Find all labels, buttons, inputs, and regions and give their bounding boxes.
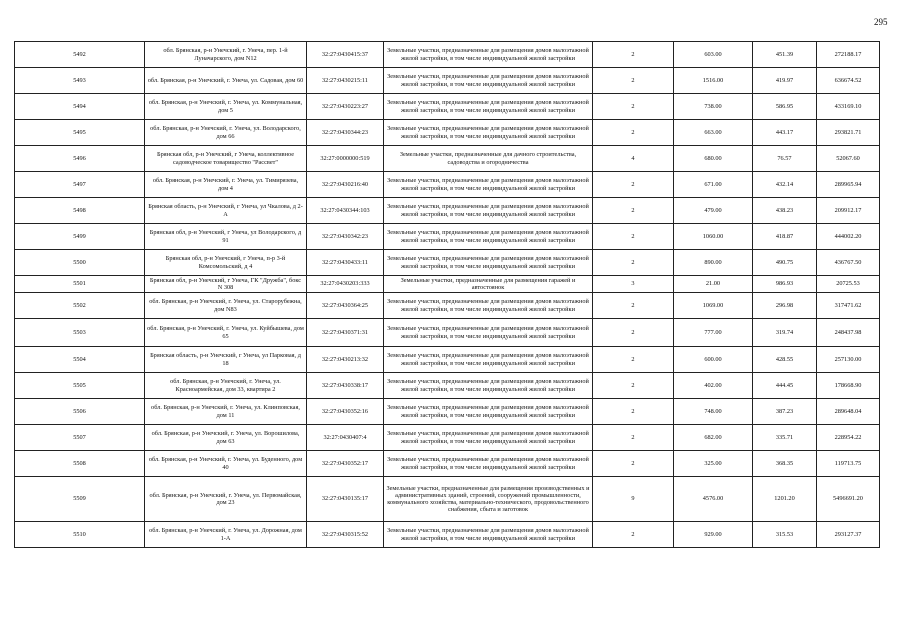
row-number-cell: 5499 xyxy=(15,224,145,250)
row-number-cell: 5492 xyxy=(15,42,145,68)
cadastral-value-cell: 119713.75 xyxy=(817,451,880,477)
cadastral-value-cell: 436767.50 xyxy=(817,250,880,276)
cadastral-value-cell: 5496691.20 xyxy=(817,477,880,522)
cadastral-number-cell: 32:27:0430407:4 xyxy=(307,425,384,451)
row-number-cell: 5498 xyxy=(15,198,145,224)
area-cell: 402.00 xyxy=(674,373,753,399)
use-group-cell: 2 xyxy=(593,293,674,319)
cadastral-number-cell: 32:27:0430342:23 xyxy=(307,224,384,250)
cadastral-number-cell: 32:27:0430344:103 xyxy=(307,198,384,224)
land-use-cell: Земельные участки, предназначенные для размещения домов малоэтажной жилой застройки, в том числе индивидуальной жилой застройки xyxy=(384,172,593,198)
specific-value-cell: 418.87 xyxy=(753,224,817,250)
land-use-cell: Земельные участки, предназначенные для размещения гаражей и автостоянок xyxy=(384,276,593,293)
cadastral-value-cell: 289965.94 xyxy=(817,172,880,198)
address-cell: обл. Брянская, р-н Унечский, г. Унеча, ул. Коммунальная, дом 5 xyxy=(145,94,307,120)
specific-value-cell: 428.55 xyxy=(753,347,817,373)
row-number-cell: 5503 xyxy=(15,319,145,347)
cadastral-value-cell: 52067.60 xyxy=(817,146,880,172)
specific-value-cell: 1201.20 xyxy=(753,477,817,522)
specific-value-cell: 451.39 xyxy=(753,42,817,68)
cadastral-number-cell: 32:27:0430203:333 xyxy=(307,276,384,293)
land-use-cell: Земельные участки, предназначенные для размещения домов малоэтажной жилой застройки, в том числе индивидуальной жилой застройки xyxy=(384,425,593,451)
area-cell: 890.00 xyxy=(674,250,753,276)
cadastral-number-cell: 32:27:0000000:519 xyxy=(307,146,384,172)
row-number-cell: 5494 xyxy=(15,94,145,120)
cadastral-number-cell: 32:27:0430216:40 xyxy=(307,172,384,198)
row-number-cell: 5500 xyxy=(15,250,145,276)
specific-value-cell: 444.45 xyxy=(753,373,817,399)
cadastral-value-cell: 444002.20 xyxy=(817,224,880,250)
cadastral-number-cell: 32:27:0430223:27 xyxy=(307,94,384,120)
specific-value-cell: 419.97 xyxy=(753,68,817,94)
cadastral-number-cell: 32:27:0430433:11 xyxy=(307,250,384,276)
area-cell: 682.00 xyxy=(674,425,753,451)
use-group-cell: 2 xyxy=(593,347,674,373)
area-cell: 1069.00 xyxy=(674,293,753,319)
row-number-cell: 5509 xyxy=(15,477,145,522)
address-cell: Брянская обл, р-н Унечский, г Унеча, коллективное садоводческое товарищество "Рассвет" xyxy=(145,146,307,172)
use-group-cell: 2 xyxy=(593,198,674,224)
area-cell: 1060.00 xyxy=(674,224,753,250)
address-cell: Брянская область, р-н Унечский, г Унеча, ул Чкалова, д 2-А xyxy=(145,198,307,224)
cadastral-number-cell: 32:27:0430315:52 xyxy=(307,522,384,548)
cadastral-number-cell: 32:27:0430135:17 xyxy=(307,477,384,522)
use-group-cell: 2 xyxy=(593,373,674,399)
cadastral-value-cell: 317471.62 xyxy=(817,293,880,319)
cadastral-value-cell: 293821.71 xyxy=(817,120,880,146)
area-cell: 663.00 xyxy=(674,120,753,146)
cadastral-value-cell: 178668.90 xyxy=(817,373,880,399)
address-cell: обл. Брянская, р-н Унечский, г. Унеча, ул. Буденного, дом 40 xyxy=(145,451,307,477)
area-cell: 325.00 xyxy=(674,451,753,477)
row-number-cell: 5496 xyxy=(15,146,145,172)
land-use-cell: Земельные участки, предназначенные для размещения домов малоэтажной жилой застройки, в том числе индивидуальной жилой застройки xyxy=(384,347,593,373)
area-cell: 929.00 xyxy=(674,522,753,548)
table-row xyxy=(15,347,880,373)
land-use-cell: Земельные участки, предназначенные для размещения домов малоэтажной жилой застройки, в том числе индивидуальной жилой застройки xyxy=(384,224,593,250)
address-cell: обл. Брянская, р-н Унечский, г. Унеча, ул. Володарского, дом 66 xyxy=(145,120,307,146)
land-use-cell: Земельные участки, предназначенные для размещения домов малоэтажной жилой застройки, в том числе индивидуальной жилой застройки xyxy=(384,293,593,319)
address-cell: обл. Брянская, р-н Унечский, г. Унеча, ул. Ворошилова, дом 63 xyxy=(145,425,307,451)
area-cell: 600.00 xyxy=(674,347,753,373)
use-group-cell: 2 xyxy=(593,451,674,477)
cadastral-number-cell: 32:27:0430344:23 xyxy=(307,120,384,146)
row-number-cell: 5504 xyxy=(15,347,145,373)
table-row xyxy=(15,399,880,425)
cadastral-value-cell: 257130.00 xyxy=(817,347,880,373)
row-number-cell: 5507 xyxy=(15,425,145,451)
use-group-cell: 2 xyxy=(593,250,674,276)
specific-value-cell: 296.98 xyxy=(753,293,817,319)
land-use-cell: Земельные участки, предназначенные для размещения домов малоэтажной жилой застройки, в том числе индивидуальной жилой застройки xyxy=(384,198,593,224)
cadastral-value-cell: 228954.22 xyxy=(817,425,880,451)
specific-value-cell: 368.35 xyxy=(753,451,817,477)
specific-value-cell: 586.95 xyxy=(753,94,817,120)
use-group-cell: 2 xyxy=(593,224,674,250)
table-row xyxy=(15,120,880,146)
area-cell: 777.00 xyxy=(674,319,753,347)
specific-value-cell: 490.75 xyxy=(753,250,817,276)
row-number-cell: 5497 xyxy=(15,172,145,198)
table-row xyxy=(15,224,880,250)
table-row xyxy=(15,146,880,172)
use-group-cell: 2 xyxy=(593,425,674,451)
cadastral-value-cell: 20725.53 xyxy=(817,276,880,293)
land-use-cell: Земельные участки, предназначенные для размещения домов малоэтажной жилой застройки, в том числе индивидуальной жилой застройки xyxy=(384,120,593,146)
use-group-cell: 2 xyxy=(593,399,674,425)
land-use-cell: Земельные участки, предназначенные для размещения домов малоэтажной жилой застройки, в том числе индивидуальной жилой застройки xyxy=(384,68,593,94)
table-row xyxy=(15,522,880,548)
address-cell: Брянская обл, р-н Унечский, г Унеча, ГК "Дружба", бокс N 308 xyxy=(145,276,307,293)
area-cell: 1516.00 xyxy=(674,68,753,94)
use-group-cell: 9 xyxy=(593,477,674,522)
row-number-cell: 5501 xyxy=(15,276,145,293)
cadastral-value-cell: 433169.10 xyxy=(817,94,880,120)
specific-value-cell: 319.74 xyxy=(753,319,817,347)
address-cell: обл. Брянская, р-н Унечский, г. Унеча, ул. Клинповская, дом 11 xyxy=(145,399,307,425)
address-cell: обл. Брянская, р-н Унечский, г. Унеча, ул. Красноармейская, дом 33, квартира 2 xyxy=(145,373,307,399)
land-use-cell: Земельные участки, предназначенные для размещения домов малоэтажной жилой застройки, в том числе индивидуальной жилой застройки xyxy=(384,250,593,276)
table-row xyxy=(15,198,880,224)
cadastral-value-cell: 209912.17 xyxy=(817,198,880,224)
row-number-cell: 5502 xyxy=(15,293,145,319)
address-cell: обл. Брянская, р-н Унечский, г. Унеча, ул. Первомайская, дом 23 xyxy=(145,477,307,522)
use-group-cell: 2 xyxy=(593,94,674,120)
land-use-cell: Земельные участки, предназначенные для размещения домов малоэтажной жилой застройки, в том числе индивидуальной жилой застройки xyxy=(384,319,593,347)
table-row xyxy=(15,42,880,68)
area-cell: 21.00 xyxy=(674,276,753,293)
table-row xyxy=(15,276,880,293)
land-use-cell: Земельные участки, предназначенные для размещения домов малоэтажной жилой застройки, в том числе индивидуальной жилой застройки xyxy=(384,42,593,68)
address-cell: обл. Брянская, р-н Унечский, г. Унеча, ул. Куйбышева, дом 65 xyxy=(145,319,307,347)
use-group-cell: 2 xyxy=(593,172,674,198)
use-group-cell: 3 xyxy=(593,276,674,293)
cadastral-value-cell: 289648.04 xyxy=(817,399,880,425)
address-cell: обл. Брянская, р-н Унечский, г. Унеча, ул. Тимирязева, дом 4 xyxy=(145,172,307,198)
cadastral-value-cell: 248437.98 xyxy=(817,319,880,347)
row-number-cell: 5495 xyxy=(15,120,145,146)
land-use-cell: Земельные участки, предназначенные для размещения производственных и административных зданий, строений, сооружений промышленности, коммунального хозяйства, материально-технического, продовольственного снабжения, сбыта и заготовок xyxy=(384,477,593,522)
cadastral-number-cell: 32:27:0430415:37 xyxy=(307,42,384,68)
cadastral-value-cell: 293127.37 xyxy=(817,522,880,548)
specific-value-cell: 335.71 xyxy=(753,425,817,451)
cadastral-number-cell: 32:27:0430364:25 xyxy=(307,293,384,319)
use-group-cell: 2 xyxy=(593,68,674,94)
land-use-cell: Земельные участки, предназначенные для размещения домов малоэтажной жилой застройки, в том числе индивидуальной жилой застройки xyxy=(384,522,593,548)
specific-value-cell: 432.14 xyxy=(753,172,817,198)
specific-value-cell: 443.17 xyxy=(753,120,817,146)
row-number-cell: 5493 xyxy=(15,68,145,94)
land-use-cell: Земельные участки, предназначенные для дачного строительства, садоводства и огородничества xyxy=(384,146,593,172)
specific-value-cell: 76.57 xyxy=(753,146,817,172)
row-number-cell: 5506 xyxy=(15,399,145,425)
use-group-cell: 2 xyxy=(593,319,674,347)
area-cell: 671.00 xyxy=(674,172,753,198)
cadastral-value-cell: 636674.52 xyxy=(817,68,880,94)
specific-value-cell: 986.93 xyxy=(753,276,817,293)
land-registry-table xyxy=(14,41,880,548)
row-number-cell: 5505 xyxy=(15,373,145,399)
table-row xyxy=(15,172,880,198)
table-row xyxy=(15,425,880,451)
address-cell: обл. Брянская, р-н Унечский, г. Унеча, ул. Садовая, дом 60 xyxy=(145,68,307,94)
page-number: 295 xyxy=(874,17,888,27)
table-row xyxy=(15,477,880,522)
cadastral-number-cell: 32:27:0430352:16 xyxy=(307,399,384,425)
cadastral-number-cell: 32:27:0430371:31 xyxy=(307,319,384,347)
specific-value-cell: 315.53 xyxy=(753,522,817,548)
use-group-cell: 2 xyxy=(593,522,674,548)
land-use-cell: Земельные участки, предназначенные для размещения домов малоэтажной жилой застройки, в том числе индивидуальной жилой застройки xyxy=(384,451,593,477)
cadastral-number-cell: 32:27:0430215:11 xyxy=(307,68,384,94)
address-cell: Брянская обл, р-н Унечский, г Унеча, п-р 3-й Комсомольский, д 4 xyxy=(145,250,307,276)
table-row xyxy=(15,250,880,276)
row-number-cell: 5510 xyxy=(15,522,145,548)
cadastral-number-cell: 32:27:0430338:17 xyxy=(307,373,384,399)
area-cell: 738.00 xyxy=(674,94,753,120)
use-group-cell: 2 xyxy=(593,42,674,68)
address-cell: Брянская область, р-н Унечский, г Унеча, ул Парковая, д 18 xyxy=(145,347,307,373)
table-row xyxy=(15,451,880,477)
use-group-cell: 4 xyxy=(593,146,674,172)
use-group-cell: 2 xyxy=(593,120,674,146)
land-use-cell: Земельные участки, предназначенные для размещения домов малоэтажной жилой застройки, в том числе индивидуальной жилой застройки xyxy=(384,399,593,425)
address-cell: обл. Брянская, р-н Унечский, г. Унеча, пер. 1-й Луначарского, дом N12 xyxy=(145,42,307,68)
area-cell: 4576.00 xyxy=(674,477,753,522)
area-cell: 479.00 xyxy=(674,198,753,224)
table-body xyxy=(15,42,880,548)
land-use-cell: Земельные участки, предназначенные для размещения домов малоэтажной жилой застройки, в том числе индивидуальной жилой застройки xyxy=(384,373,593,399)
row-number-cell: 5508 xyxy=(15,451,145,477)
cadastral-number-cell: 32:27:0430213:32 xyxy=(307,347,384,373)
cadastral-number-cell: 32:27:0430352:17 xyxy=(307,451,384,477)
specific-value-cell: 387.23 xyxy=(753,399,817,425)
table-row xyxy=(15,293,880,319)
area-cell: 680.00 xyxy=(674,146,753,172)
address-cell: обл. Брянская, р-н Унечский, г. Унеча, ул. Дорожная, дом 1-А xyxy=(145,522,307,548)
address-cell: обл. Брянская, р-н Унечский, г. Унеча, ул. Старорубежна, дом N83 xyxy=(145,293,307,319)
table-row xyxy=(15,373,880,399)
table-row xyxy=(15,319,880,347)
land-use-cell: Земельные участки, предназначенные для размещения домов малоэтажной жилой застройки, в том числе индивидуальной жилой застройки xyxy=(384,94,593,120)
area-cell: 603.00 xyxy=(674,42,753,68)
area-cell: 748.00 xyxy=(674,399,753,425)
table-row xyxy=(15,94,880,120)
address-cell: Брянская обл, р-н Унечский, г Унеча, ул Володарского, д 91 xyxy=(145,224,307,250)
specific-value-cell: 438.23 xyxy=(753,198,817,224)
table-row xyxy=(15,68,880,94)
cadastral-value-cell: 272188.17 xyxy=(817,42,880,68)
